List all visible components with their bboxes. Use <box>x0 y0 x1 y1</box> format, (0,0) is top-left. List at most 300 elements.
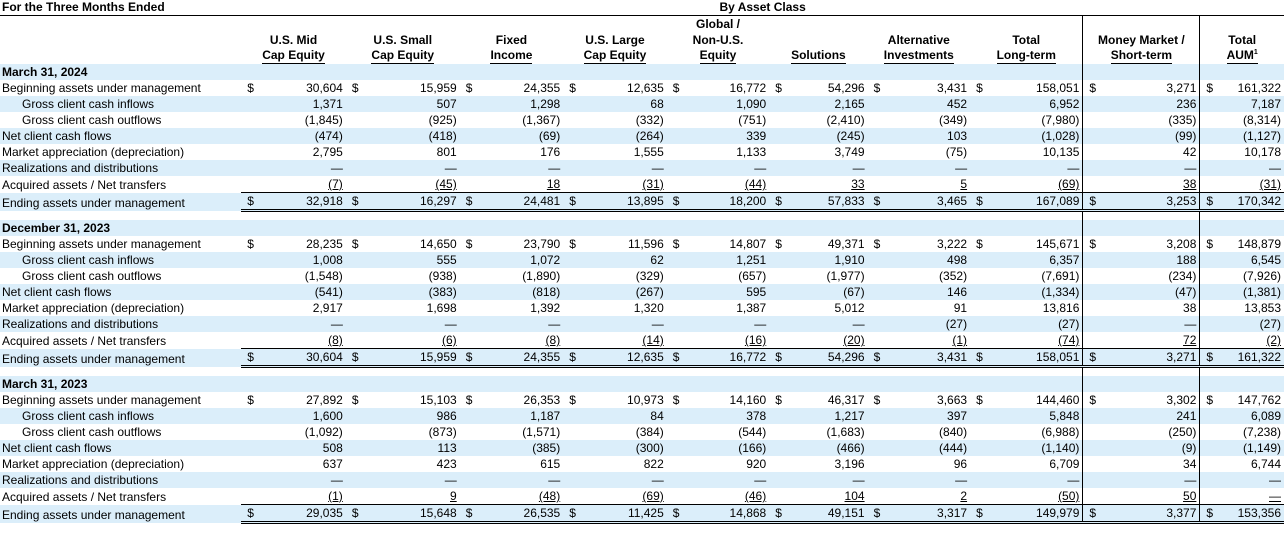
value-cell: (14) <box>642 333 664 347</box>
section-title: December 31, 2023 <box>0 220 241 236</box>
value-cell: 1,251 <box>681 252 769 268</box>
dollar-sign <box>1083 176 1097 193</box>
value-cell: 27,892 <box>306 393 343 407</box>
dollar-sign <box>769 112 783 128</box>
dollar-sign <box>667 472 681 488</box>
value-cell: (234) <box>1097 268 1200 284</box>
column-header-line2 <box>1200 48 1284 64</box>
value-cell: 378 <box>681 408 769 424</box>
dollar-sign <box>1200 424 1214 440</box>
dollar-sign: $ <box>1083 505 1097 523</box>
value-cell: 6,952 <box>985 96 1083 112</box>
dollar-sign <box>769 252 783 268</box>
dollar-sign <box>241 472 255 488</box>
value-cell: (99) <box>1097 128 1200 144</box>
dollar-sign <box>460 488 474 505</box>
dollar-sign <box>769 268 783 284</box>
section-title: March 31, 2024 <box>0 64 241 80</box>
dollar-sign <box>667 252 681 268</box>
table-row-realizations <box>0 316 1284 332</box>
dollar-sign <box>868 440 882 456</box>
value-cell: 15,959 <box>419 81 457 95</box>
dollar-sign: $ <box>672 237 680 251</box>
dollar-sign <box>868 300 882 316</box>
value-cell: 920 <box>746 457 767 471</box>
dollar-sign: $ <box>351 393 359 407</box>
value-cell: (300) <box>578 440 667 456</box>
dollar-sign: $ <box>1083 392 1097 408</box>
dollar-sign: $ <box>868 193 882 211</box>
value-cell: (352) <box>939 269 968 283</box>
dollar-sign <box>970 332 984 349</box>
value-cell: 3,302 <box>1097 392 1200 408</box>
value-cell: 14,650 <box>419 237 457 251</box>
dollar-sign: $ <box>769 349 783 367</box>
value-cell: 68 <box>578 96 667 112</box>
dollar-sign <box>1200 284 1214 300</box>
dollar-sign <box>241 332 255 349</box>
value-cell: 72 <box>1097 332 1200 349</box>
section-title-row <box>0 220 1284 236</box>
row-label: Ending assets under management <box>0 505 241 523</box>
row-label: Realizations and distributions <box>0 316 241 332</box>
value-cell: — <box>578 316 667 332</box>
value-cell: — <box>681 160 769 176</box>
dollar-sign: $ <box>672 393 680 407</box>
value-cell: — <box>784 160 868 176</box>
dollar-sign <box>346 268 360 284</box>
value-cell: (1,367) <box>522 113 561 127</box>
value-cell: 2 <box>960 489 968 503</box>
value-cell: 28,235 <box>306 237 343 251</box>
dollar-sign: $ <box>351 81 359 95</box>
value-cell: 3,208 <box>1097 236 1200 252</box>
value-cell: 32,918 <box>256 193 346 211</box>
value-cell: 3,749 <box>834 145 865 159</box>
value-cell: — <box>1214 472 1284 488</box>
dollar-sign <box>1200 488 1214 505</box>
value-cell: (20) <box>843 333 865 347</box>
dollar-sign <box>868 268 882 284</box>
value-cell: — <box>681 472 769 488</box>
dollar-sign: $ <box>241 505 255 523</box>
dollar-sign <box>667 160 681 176</box>
table-row-beginning <box>0 80 1284 96</box>
dollar-sign: $ <box>465 81 473 95</box>
value-cell: 507 <box>360 96 459 112</box>
value-cell: 3,271 <box>1097 80 1200 96</box>
value-cell: — <box>784 472 868 488</box>
value-cell: 13,853 <box>1244 301 1281 315</box>
value-cell: — <box>360 160 459 176</box>
dollar-sign <box>1200 160 1214 176</box>
dollar-sign <box>241 160 255 176</box>
value-cell: — <box>985 472 1083 488</box>
value-cell: (1,845) <box>304 113 343 127</box>
dollar-sign <box>460 408 474 424</box>
dollar-sign: $ <box>569 81 576 95</box>
dollar-sign <box>970 440 984 456</box>
value-cell: (6) <box>442 333 457 347</box>
value-cell: 397 <box>882 408 970 424</box>
row-label: Realizations and distributions <box>0 472 241 488</box>
dollar-sign <box>667 408 681 424</box>
dollar-sign <box>769 160 783 176</box>
value-cell: 38 <box>1097 176 1200 193</box>
column-header-line1: Total <box>1228 33 1257 47</box>
section-title-row <box>0 64 1284 80</box>
value-cell: 423 <box>436 457 457 471</box>
value-cell: 14,807 <box>729 237 767 251</box>
value-cell: 33 <box>851 177 865 191</box>
dollar-sign: $ <box>1206 81 1214 95</box>
row-label: Net client cash flows <box>0 440 241 456</box>
dollar-sign: $ <box>970 505 984 523</box>
global-header-line1: Global / <box>695 17 740 31</box>
table-row-net <box>0 128 1284 144</box>
dollar-sign: $ <box>1200 193 1214 211</box>
dollar-sign <box>563 176 577 193</box>
value-cell: 153,356 <box>1214 505 1284 523</box>
dollar-sign: $ <box>769 505 783 523</box>
dollar-sign: $ <box>247 81 254 95</box>
value-cell: 16,297 <box>360 193 459 211</box>
dollar-sign <box>1083 332 1097 349</box>
column-header-line1: Alternative <box>887 33 950 47</box>
value-cell: (1) <box>952 333 968 347</box>
dollar-sign: $ <box>569 393 576 407</box>
table-row-acquired <box>0 488 1284 505</box>
dollar-sign <box>667 268 681 284</box>
value-cell: 176 <box>540 145 561 159</box>
value-cell: 30,604 <box>306 81 343 95</box>
dollar-sign <box>970 96 984 112</box>
value-cell: (873) <box>428 425 457 439</box>
value-cell: 24,355 <box>523 81 561 95</box>
value-cell: 158,051 <box>1036 81 1080 95</box>
dollar-sign <box>346 144 360 160</box>
value-cell: 3,222 <box>937 237 968 251</box>
dollar-sign: $ <box>346 193 360 211</box>
row-label: Beginning assets under management <box>2 81 201 95</box>
dollar-sign <box>460 96 474 112</box>
dollar-sign <box>460 176 474 193</box>
dollar-sign <box>1083 300 1097 316</box>
dollar-sign <box>346 472 360 488</box>
dollar-sign <box>1200 408 1214 424</box>
table-row-ending <box>0 505 1284 523</box>
dollar-sign: $ <box>1083 349 1097 367</box>
value-cell: 822 <box>643 457 664 471</box>
row-label: Beginning assets under management <box>2 237 201 251</box>
row-label: Acquired assets / Net transfers <box>2 177 167 192</box>
value-cell: 498 <box>882 252 970 268</box>
row-label: Beginning assets under management <box>2 393 201 407</box>
column-header-line1: U.S. Large <box>585 33 645 47</box>
dollar-sign <box>1200 456 1214 472</box>
dollar-sign <box>868 96 882 112</box>
table-row-net <box>0 440 1284 456</box>
value-cell: 29,035 <box>256 505 346 523</box>
dollar-sign <box>241 144 255 160</box>
value-cell: 144,460 <box>1036 393 1080 407</box>
dollar-sign: $ <box>1206 237 1214 251</box>
value-cell: 49,371 <box>827 237 865 251</box>
dollar-sign <box>1083 424 1097 440</box>
value-cell: 3,431 <box>937 81 968 95</box>
value-cell: (1,977) <box>826 269 865 283</box>
dollar-sign: $ <box>351 237 359 251</box>
dollar-sign: $ <box>241 193 255 211</box>
value-cell: 18,200 <box>681 193 769 211</box>
value-cell: (541) <box>256 284 346 300</box>
value-cell: 34 <box>1097 456 1200 472</box>
value-cell: 145,671 <box>1036 237 1080 251</box>
dollar-sign <box>868 316 882 332</box>
dollar-sign: $ <box>1083 236 1097 252</box>
dollar-sign <box>460 332 474 349</box>
value-cell: — <box>256 472 346 488</box>
dollar-sign <box>1083 316 1097 332</box>
dollar-sign <box>460 268 474 284</box>
dollar-sign <box>970 488 984 505</box>
value-cell: 50 <box>1097 488 1200 505</box>
table-row-market <box>0 300 1284 316</box>
value-cell: — <box>360 316 459 332</box>
value-cell: (1,140) <box>985 440 1083 456</box>
dollar-sign <box>667 128 681 144</box>
value-cell: (1) <box>328 489 343 503</box>
dollar-sign <box>1200 144 1214 160</box>
dollar-sign <box>563 112 577 128</box>
dollar-sign <box>241 96 255 112</box>
table-row-inflows <box>0 408 1284 424</box>
dollar-sign <box>1083 252 1097 268</box>
dollar-sign <box>346 300 360 316</box>
value-cell: (50) <box>1058 489 1080 503</box>
dollar-sign <box>1083 408 1097 424</box>
value-cell: 1,371 <box>256 96 346 112</box>
value-cell: (544) <box>738 425 767 439</box>
dollar-sign <box>769 284 783 300</box>
asset-class-title: By Asset Class <box>241 0 1284 16</box>
table-row-realizations <box>0 160 1284 176</box>
dollar-sign <box>460 112 474 128</box>
dollar-sign <box>563 316 577 332</box>
value-cell: (818) <box>474 284 563 300</box>
value-cell: 12,635 <box>578 349 667 367</box>
value-cell: (8,314) <box>1242 113 1281 127</box>
dollar-sign <box>1083 284 1097 300</box>
value-cell: (7,691) <box>1041 269 1080 283</box>
value-cell: 2,165 <box>784 96 868 112</box>
value-cell: — <box>474 316 563 332</box>
value-cell: 188 <box>1097 252 1200 268</box>
value-cell: 1,072 <box>474 252 563 268</box>
column-header-line1: U.S. Small <box>373 33 433 47</box>
value-cell: (69) <box>474 128 563 144</box>
value-cell: (1,149) <box>1214 440 1284 456</box>
footnote-marker: 1 <box>1253 49 1258 56</box>
value-cell: 3,317 <box>882 505 970 523</box>
column-header-line1: Fixed <box>495 33 528 47</box>
dollar-sign <box>868 112 882 128</box>
value-cell: — <box>256 316 346 332</box>
column-header-line1 <box>769 32 867 48</box>
dollar-sign: $ <box>247 393 254 407</box>
dollar-sign <box>667 332 681 349</box>
dollar-sign: $ <box>970 349 984 367</box>
value-cell: 54,296 <box>827 81 865 95</box>
value-cell: 1,320 <box>633 301 664 315</box>
dollar-sign <box>346 316 360 332</box>
row-label: Gross client cash inflows <box>0 96 241 112</box>
value-cell: 15,959 <box>360 349 459 367</box>
value-cell: (751) <box>738 113 767 127</box>
value-cell: (16) <box>744 333 767 347</box>
row-label: Ending assets under management <box>0 349 241 367</box>
value-cell: 236 <box>1097 96 1200 112</box>
value-cell: 23,790 <box>523 237 561 251</box>
dollar-sign <box>1083 268 1097 284</box>
value-cell: 2,795 <box>312 145 343 159</box>
table-row-net <box>0 284 1284 300</box>
dollar-sign: $ <box>667 505 681 523</box>
dollar-sign <box>970 300 984 316</box>
dollar-sign <box>970 472 984 488</box>
value-cell: (418) <box>360 128 459 144</box>
value-cell: 148,879 <box>1237 237 1281 251</box>
value-cell: 1,187 <box>474 408 563 424</box>
dollar-sign: $ <box>569 237 576 251</box>
table-row-beginning <box>0 392 1284 408</box>
dollar-sign: $ <box>563 349 577 367</box>
column-header-line2 <box>769 48 867 64</box>
table-row-acquired <box>0 332 1284 349</box>
dollar-sign <box>667 300 681 316</box>
value-cell: 615 <box>540 457 561 471</box>
value-cell: — <box>1097 316 1200 332</box>
value-cell: (657) <box>738 269 767 283</box>
value-cell: (329) <box>635 269 664 283</box>
dollar-sign: $ <box>873 237 881 251</box>
section-title: March 31, 2023 <box>0 376 241 392</box>
table-row-inflows <box>0 252 1284 268</box>
dollar-sign <box>769 472 783 488</box>
dollar-sign <box>667 96 681 112</box>
dollar-sign <box>346 176 360 193</box>
dollar-sign <box>868 424 882 440</box>
dollar-sign <box>1083 456 1097 472</box>
value-cell: 12,635 <box>627 81 664 95</box>
value-cell: (335) <box>1097 112 1200 128</box>
value-cell: 9 <box>450 489 457 503</box>
value-cell: 5,848 <box>985 408 1083 424</box>
row-label: Market appreciation (depreciation) <box>2 457 185 471</box>
value-cell: 3,196 <box>834 457 865 471</box>
dollar-sign: $ <box>976 237 983 251</box>
dollar-sign: $ <box>976 81 983 95</box>
dollar-sign <box>241 268 255 284</box>
value-cell: — <box>474 160 563 176</box>
dollar-sign <box>1083 440 1097 456</box>
dollar-sign <box>1083 128 1097 144</box>
column-header-line1: Total <box>1012 33 1041 47</box>
dollar-sign <box>667 456 681 472</box>
dollar-sign <box>769 144 783 160</box>
dollar-sign <box>241 252 255 268</box>
dollar-sign: $ <box>769 193 783 211</box>
value-cell: 26,535 <box>474 505 563 523</box>
table-row-outflows <box>0 112 1284 128</box>
value-cell: 24,481 <box>474 193 563 211</box>
dollar-sign <box>460 284 474 300</box>
value-cell: (8) <box>328 333 343 347</box>
dollar-sign: $ <box>563 505 577 523</box>
row-label: Net client cash flows <box>0 128 241 144</box>
value-cell: (1,127) <box>1214 128 1284 144</box>
dollar-sign: $ <box>775 237 782 251</box>
value-cell: 6,089 <box>1214 408 1284 424</box>
dollar-sign <box>1200 316 1214 332</box>
value-cell: 158,051 <box>985 349 1083 367</box>
value-cell: 161,322 <box>1237 81 1281 95</box>
dollar-sign <box>769 300 783 316</box>
dollar-sign <box>667 284 681 300</box>
row-label: Ending assets under management <box>0 193 241 211</box>
dollar-sign <box>1200 440 1214 456</box>
column-header-label: Equity <box>699 48 737 62</box>
row-label: Acquired assets / Net transfers <box>2 333 167 348</box>
section-spacer <box>0 211 1284 221</box>
dollar-sign <box>346 112 360 128</box>
dollar-sign <box>667 144 681 160</box>
dollar-sign: $ <box>460 505 474 523</box>
dollar-sign <box>1083 96 1097 112</box>
dollar-sign <box>868 408 882 424</box>
value-cell: 18 <box>546 177 561 191</box>
dollar-sign <box>346 160 360 176</box>
column-header-line2 <box>667 48 769 64</box>
dollar-sign: $ <box>976 393 983 407</box>
dollar-sign <box>1200 128 1214 144</box>
value-cell: 1,555 <box>633 145 664 159</box>
value-cell: (7,980) <box>1041 113 1080 127</box>
value-cell: — <box>1214 160 1284 176</box>
value-cell: 3,663 <box>937 393 968 407</box>
dollar-sign: $ <box>241 349 255 367</box>
dollar-sign <box>970 268 984 284</box>
dollar-sign <box>460 144 474 160</box>
column-header-line2 <box>346 48 460 64</box>
dollar-sign: $ <box>1200 505 1214 523</box>
row-label: Gross client cash outflows <box>22 113 162 127</box>
value-cell: 241 <box>1097 408 1200 424</box>
table-row-ending <box>0 349 1284 367</box>
row-label: Market appreciation (depreciation) <box>2 145 185 159</box>
value-cell: 3,377 <box>1097 505 1200 523</box>
dollar-sign <box>563 160 577 176</box>
value-cell: — <box>1269 489 1281 503</box>
dollar-sign <box>563 268 577 284</box>
dollar-sign <box>563 128 577 144</box>
dollar-sign <box>563 300 577 316</box>
value-cell: (31) <box>642 177 664 191</box>
value-cell: (69) <box>642 489 664 503</box>
dollar-sign <box>460 456 474 472</box>
dollar-sign <box>1200 252 1214 268</box>
value-cell: 6,357 <box>985 252 1083 268</box>
